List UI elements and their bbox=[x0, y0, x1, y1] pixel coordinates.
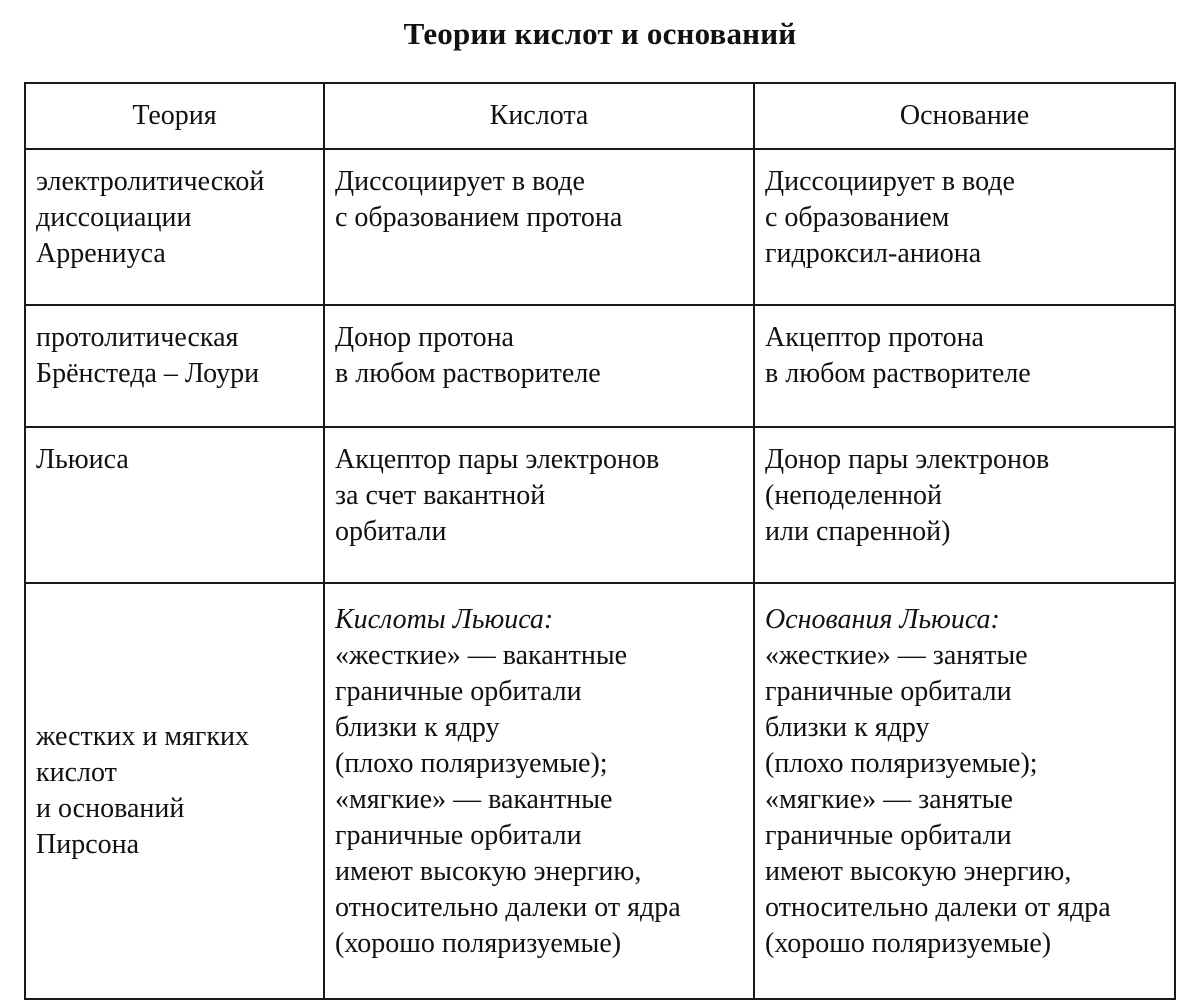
cell-line: близки к ядру bbox=[335, 712, 500, 743]
base-cell bbox=[754, 149, 1175, 305]
acid-cell bbox=[324, 149, 754, 305]
base-heading: Основания Льюиса: bbox=[765, 604, 1000, 635]
cell-line: «мягкие» — вакантные bbox=[335, 784, 613, 815]
theory-cell bbox=[25, 149, 324, 305]
cell-line: Диссоциирует в воде bbox=[765, 166, 1015, 197]
base-cell bbox=[754, 305, 1175, 427]
cell-line: диссоциации bbox=[36, 202, 192, 233]
cell-line: Льюиса bbox=[36, 444, 129, 475]
cell-line: (неподеленной bbox=[765, 480, 942, 511]
theory-cell bbox=[25, 583, 324, 999]
cell-line: «мягкие» — занятые bbox=[765, 784, 1013, 815]
cell-line: граничные орбитали bbox=[765, 820, 1012, 851]
cell-line: в любом растворителе bbox=[765, 358, 1031, 389]
acid-cell bbox=[324, 427, 754, 583]
cell-line: с образованием bbox=[765, 202, 950, 233]
cell-line: Донор пары электронов bbox=[765, 444, 1050, 475]
cell-line: граничные орбитали bbox=[335, 820, 582, 851]
cell-line: гидроксил-аниона bbox=[765, 238, 982, 269]
cell-line: Брёнстеда – Лоури bbox=[36, 358, 260, 389]
table-row bbox=[25, 583, 1175, 999]
cell-line: (плохо поляризуемые); bbox=[765, 748, 1038, 779]
cell-line: граничные орбитали bbox=[765, 676, 1012, 707]
theory-cell bbox=[25, 427, 324, 583]
cell-line: Акцептор протона bbox=[765, 322, 984, 353]
base-cell bbox=[754, 583, 1175, 999]
cell-line: «жесткие» — вакантные bbox=[335, 640, 628, 671]
base-cell bbox=[754, 427, 1175, 583]
cell-line: кислот bbox=[36, 757, 117, 788]
table-row bbox=[25, 149, 1175, 305]
cell-line: в любом растворителе bbox=[335, 358, 601, 389]
cell-line: или спаренной) bbox=[765, 516, 951, 547]
cell-line: с образованием протона bbox=[335, 202, 623, 233]
cell-line: относительно далеки от ядра bbox=[335, 892, 681, 923]
cell-line: за счет вакантной bbox=[335, 480, 546, 511]
header-acid: Кислота bbox=[324, 83, 754, 149]
cell-line: (хорошо поляризуемые) bbox=[335, 928, 622, 959]
cell-line: имеют высокую энергию, bbox=[765, 856, 1072, 887]
page-title: Теории кислот и оснований bbox=[403, 16, 797, 51]
cell-line: Пирсона bbox=[36, 829, 140, 860]
table-row bbox=[25, 305, 1175, 427]
acid-heading: Кислоты Льюиса: bbox=[335, 604, 554, 635]
cell-line: (хорошо поляризуемые) bbox=[765, 928, 1052, 959]
cell-line: орбитали bbox=[335, 516, 447, 547]
cell-line: Аррениуса bbox=[36, 238, 166, 269]
cell-line: (плохо поляризуемые); bbox=[335, 748, 608, 779]
table-header-row bbox=[25, 83, 1175, 149]
theory-cell bbox=[25, 305, 324, 427]
acid-cell bbox=[324, 305, 754, 427]
theories-table bbox=[24, 82, 1176, 1000]
cell-line: близки к ядру bbox=[765, 712, 930, 743]
cell-line: протолитическая bbox=[36, 322, 239, 353]
cell-line: Диссоциирует в воде bbox=[335, 166, 585, 197]
cell-line: жестких и мягких bbox=[36, 721, 250, 752]
cell-line: электролитической bbox=[36, 166, 265, 197]
cell-line: имеют высокую энергию, bbox=[335, 856, 642, 887]
header-theory: Теория bbox=[25, 83, 324, 149]
acid-cell bbox=[324, 583, 754, 999]
cell-line: Акцептор пары электронов bbox=[335, 444, 660, 475]
cell-line: Донор протона bbox=[335, 322, 514, 353]
cell-line: и оснований bbox=[36, 793, 185, 824]
header-base: Основание bbox=[754, 83, 1175, 149]
cell-line: граничные орбитали bbox=[335, 676, 582, 707]
cell-line: относительно далеки от ядра bbox=[765, 892, 1111, 923]
table-row bbox=[25, 427, 1175, 583]
cell-line: «жесткие» — занятые bbox=[765, 640, 1028, 671]
